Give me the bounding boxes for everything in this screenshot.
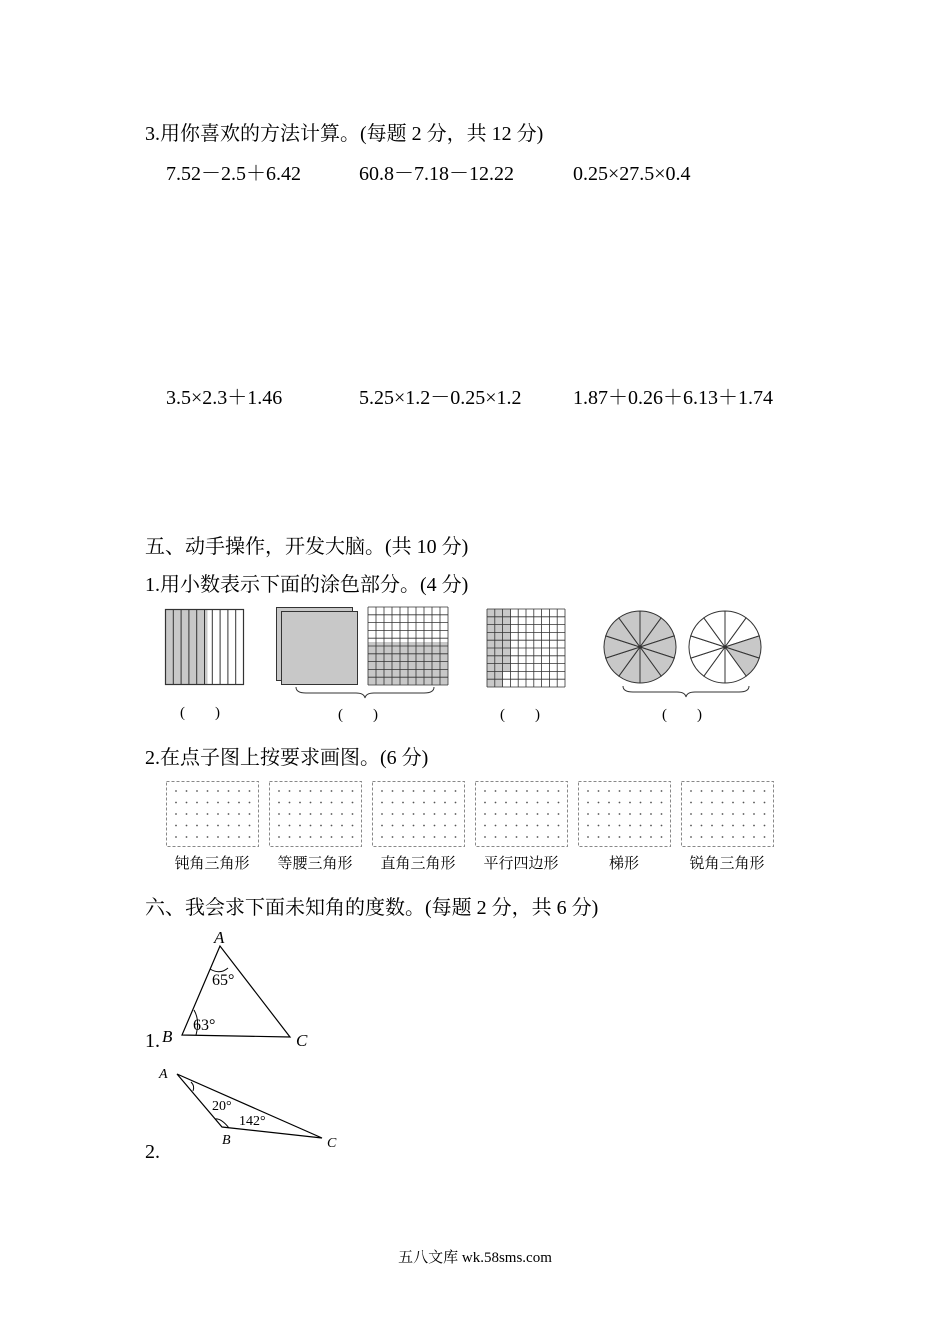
vertex-label-B: B <box>162 1027 173 1046</box>
vertex-label-A: A <box>159 1067 168 1082</box>
figure-square-and-grid <box>272 607 456 702</box>
dot-grid[interactable] <box>475 781 568 847</box>
vertex-label-C: C <box>296 1031 308 1050</box>
dot-grid-label: 钝角三角形 <box>174 856 250 872</box>
vertex-label-C: C <box>327 1136 337 1151</box>
angle-label-B: 142° <box>239 1114 266 1129</box>
question-title-shaded-decimal: 1.用小数表示下面的涂色部分。(4 分) <box>145 574 469 596</box>
triangle-problem-2 <box>155 1062 355 1152</box>
dot-grid-label: 锐角三角形 <box>689 856 765 872</box>
figure-hundredths-grid <box>487 609 567 689</box>
expression: 5.25×1.2－0.25×1.2 <box>359 387 522 409</box>
question-title-calc: 3.用你喜欢的方法计算。(每题 2 分，共 12 分) <box>145 123 544 145</box>
dot-grid-label: 直角三角形 <box>380 856 456 872</box>
section-title-six: 六、我会求下面未知角的度数。(每题 2 分，共 6 分) <box>145 897 599 919</box>
problem-number: 2. <box>145 1141 160 1163</box>
dot-grid-label: 梯形 <box>608 856 639 872</box>
angle-label-B: 63° <box>193 1017 216 1034</box>
dot-grid[interactable] <box>578 781 671 847</box>
triangle-problem-1 <box>160 928 320 1053</box>
dot-grid[interactable] <box>681 781 774 847</box>
section-title-five: 五、动手操作，开发大脑。(共 10 分) <box>145 536 469 558</box>
angle-label-A: 65° <box>212 972 235 989</box>
expression: 0.25×27.5×0.4 <box>573 163 691 185</box>
dot-grid-label: 等腰三角形 <box>277 856 353 872</box>
answer-parentheses[interactable]: ( ) <box>180 705 220 721</box>
expression: 1.87＋0.26＋6.13＋1.74 <box>573 387 773 409</box>
expression: 3.5×2.3＋1.46 <box>166 387 283 409</box>
vertex-label-A: A <box>214 928 225 947</box>
footer-watermark: 五八文库 wk.58sms.com <box>398 1250 552 1266</box>
figure-two-circles <box>603 611 767 701</box>
dot-grid[interactable] <box>372 781 465 847</box>
dot-grid[interactable] <box>166 781 259 847</box>
figure-tenths-strip <box>165 609 245 685</box>
answer-parentheses[interactable]: ( ) <box>500 707 540 723</box>
expression: 60.8－7.18－12.22 <box>359 163 514 185</box>
problem-number: 1. <box>145 1030 160 1052</box>
answer-parentheses[interactable]: ( ) <box>662 707 702 723</box>
vertex-label-B: B <box>222 1133 231 1148</box>
dot-grid[interactable] <box>269 781 362 847</box>
answer-parentheses[interactable]: ( ) <box>338 707 378 723</box>
expression: 7.52－2.5＋6.42 <box>166 163 301 185</box>
question-title-dot-drawing: 2.在点子图上按要求画图。(6 分) <box>145 747 429 769</box>
dot-grid-label: 平行四边形 <box>483 856 559 872</box>
angle-label-A: 20° <box>212 1099 232 1114</box>
